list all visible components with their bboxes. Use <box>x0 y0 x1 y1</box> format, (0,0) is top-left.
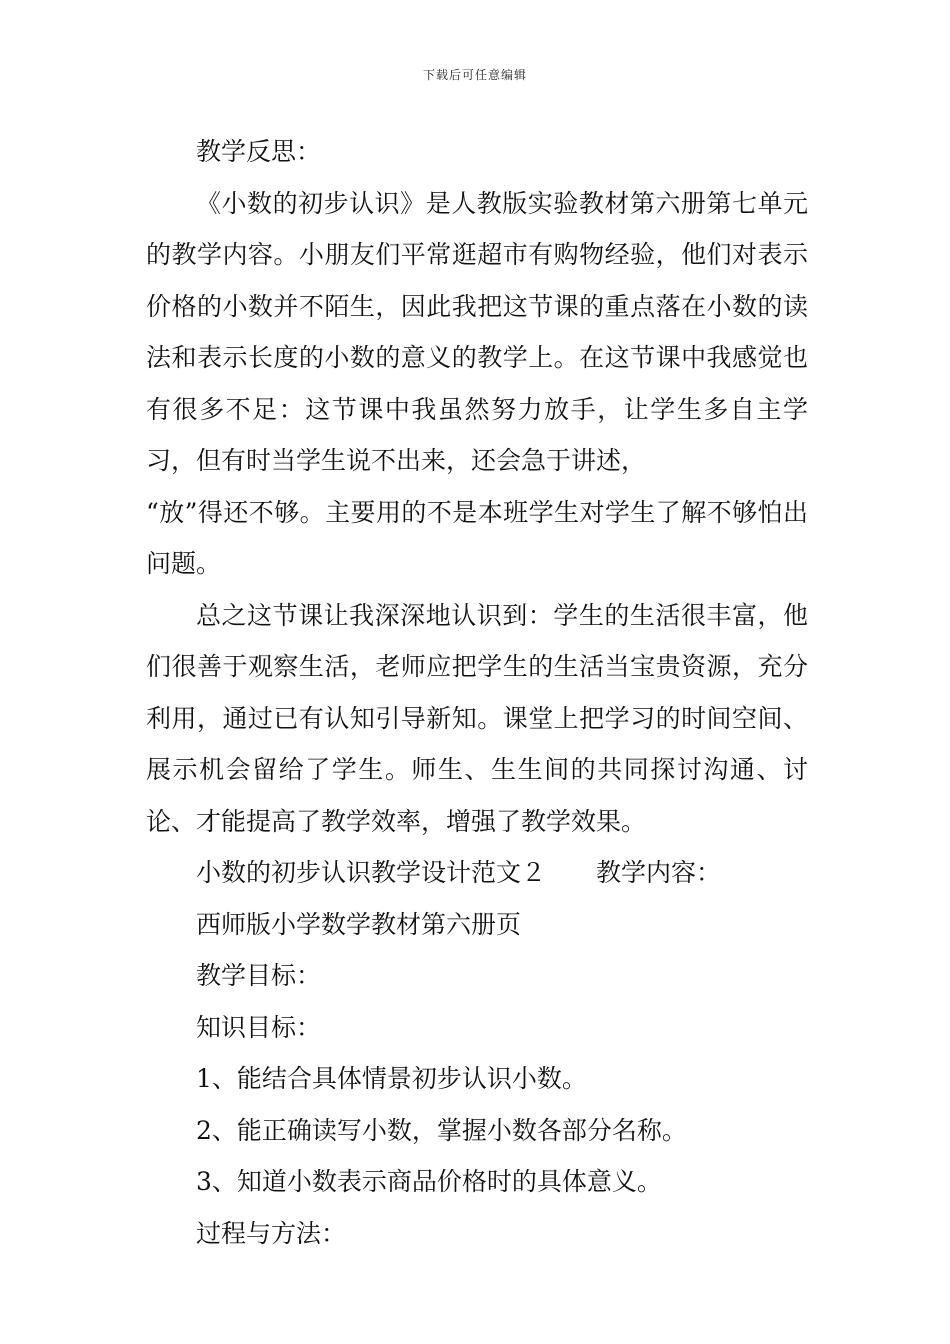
paragraph-reflection-1-continuation: “放”得还不够。主要用的不是本班学生对学生了解不够怕出问题。 <box>146 497 808 578</box>
teaching-goals-heading: 教学目标： <box>196 961 322 990</box>
document-body <box>146 126 808 1259</box>
process-method-heading: 过程与方法： <box>196 1218 347 1248</box>
paragraph-reflection-1-text: 《小数的初步认识》是人教版实验教材第六册第七单元的教学内容。小朋友们平常逛超市有购物经验，他们对表示价格的小数并不陌生，因此我把这节课的重点落在小数的读法和表示长度的小数的意义的教学上。在这节课中我感觉也有很多不足：这节课中我虽然努力放手，让学生多自主学习，但有时当学生说不出来，还会急于讲述， <box>146 188 808 475</box>
knowledge-goals-heading: 知识目标： <box>196 1012 322 1042</box>
paragraph-reflection-1 <box>146 178 808 590</box>
goal-item-3: 3、知道小数表示商品价格时的具体意义。 <box>196 1167 662 1196</box>
section-title: 小数的初步认识教学设计范文２ <box>196 858 547 887</box>
goal-item-1: 1、能结合具体情景初步认识小数。 <box>196 1064 587 1093</box>
paragraph-reflection-2: 总之这节课让我深深地认识到：学生的生活很丰富，他们很善于观察生活，老师应把学生的生活当宝贵资源，充分利用，通过已有认知引导新知。课堂上把学习的时间空间、展示机会留给了学生。师生、生生间的共同探讨沟通、讨论、才能提高了教学效率，增强了教学效果。 <box>146 600 808 836</box>
heading-reflection: 教学反思： <box>196 137 322 166</box>
teaching-content-label: 教学内容： <box>596 858 722 887</box>
section-title-line <box>146 847 808 899</box>
textbook-reference: 西师版小学数学教材第六册页 <box>196 909 522 939</box>
page-header-note: 下载后可任意编辑 <box>422 68 527 82</box>
goal-item-2: 2、能正确读写小数，掌握小数各部分名称。 <box>196 1115 687 1145</box>
